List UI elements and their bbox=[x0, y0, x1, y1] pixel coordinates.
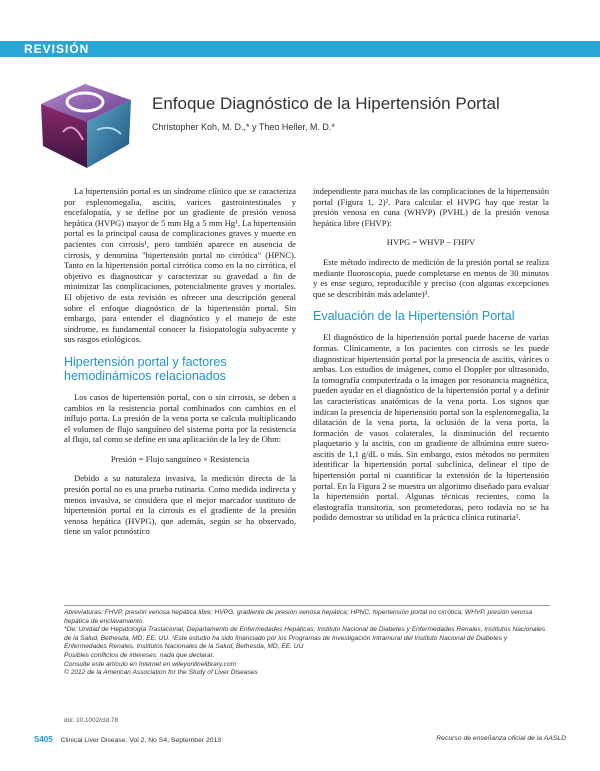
journal-citation: Clinical Liver Disease, Vol 2, No S4, September 2013 bbox=[60, 737, 222, 744]
paragraph: El diagnóstico de la hipertensión portal puede hacerse de varias formas. Clínicamente, a los pacientes con cirrosis se les puede diagnosticar hipertensión portal por la presencia de ascitis, várices o ambas. Los estudios de imágenes, como el Doppler por ultrasonido, la tomografía computerizada o la imagen por resonancia magnética, pueden ayudar en el diagnóstico de la hipertensión portal y a definir las características anatómicas de la vena porta. Los signos que indican la presencia de hipertensión portal son la esplenomegalia, la dilatación de la vena porta, la oclusión de la vena porta, la formación de vasos colaterales, la disminución del recuento plaquetario y la ascitis, con un gradiente de albúmina entre suero-ascitis de 1,1 g/dL o más. Sin embargo, estos métodos no permiten identificar la hipertensión portal subclínica, delinear el tipo de hipertensión portal ni cuantificar la extensión de la hipertensión portal. En la Figura 2 se muestra un algoritmo diseñado para evaluar la hipertensión portal. Algunas técnicas recientes, como la elastografía transitoria, son prometedoras, pero todavía no se ha podido demostrar su utilidad en la práctica clínica rutinaria¹. bbox=[313, 332, 549, 523]
section-bar bbox=[0, 41, 600, 57]
paragraph: Los casos de hipertensión portal, con o sin cirrosis, se deben a cambios en la resistencia portal combinados con cambios en el influjo porta. La presión de la vena porta se calcula multiplicando el volumen de flujo sanguíneo del sistema porta por la resistencia al flujo, tal como se define en una aplicación de la ley de Ohm: bbox=[64, 391, 296, 445]
doi: doi: 10.1002/cld.78 bbox=[64, 717, 119, 724]
journal-cube-logo bbox=[33, 80, 139, 170]
paragraph: La hipertensión portal es un síndrome clínico que se caracteriza por esplenomegalia, ascitis, varices gastrointestinales y encefalopatía, y se define por un gradiente de presión venosa hepática (HVPG) mayor de 5 mm Hg a 5 mm Hg¹. La hipertensión portal es la principal causa de complicaciones graves y muerte en pacientes con cirrosis¹, pero también aparece en ausencia de cirrosis, y denomina "hipertensión portal no cirrótica" (HPNC). Tanto en la hipertensión portal cirrótica como en la no cirrótica, el objetivo es diagnosticar y caracterizar su gravedad a fin de minimizar las complicaciones, potencialmente graves y mortales. El objetivo de esta revisión es ofrecer una descripción general sobre el enfoque diagnóstico de la hipertensión portal. Sin embargo, para entender el diagnóstico y el manejo de este síndrome, es fundamental conocer la fisiopatología subyacente y sus rasgos etiológicos. bbox=[64, 186, 296, 345]
footnote-abbreviations: Abreviaturas: FHVP, presión venosa hepática libre; HVPG, gradiente de presión venosa hepática; HPNC, hipertensión portal no cirrótica; WHVP, presión venosa hepática de enclavamiento. bbox=[64, 609, 533, 625]
right-column bbox=[313, 186, 549, 523]
section-heading: Hipertensión portal y factores hemodinámicos relacionados bbox=[64, 354, 227, 383]
page-footer bbox=[34, 735, 566, 744]
footnote-divider bbox=[64, 605, 550, 606]
authors: Christopher Koh, M. D.,* y Theo Heller, M. D.* bbox=[152, 122, 335, 132]
section-label: REVISIÓN bbox=[24, 42, 90, 56]
paragraph: independiente para muchas de las complicaciones de la hipertensión portal (Figura 1, 2)². Para calcular el HVPG hay que restar la presión venosa en cuna (WHVP) (PVHL) de la presión venosa hepática libre (FHVP): bbox=[313, 186, 549, 228]
left-column bbox=[64, 186, 296, 537]
page-number: S405 bbox=[34, 735, 53, 744]
footnote-copyright: © 2012 de la American Association for the Study of Liver Diseases bbox=[64, 669, 258, 677]
footnote-conflicts: Posibles conflictos de intereses: nada que declarar. bbox=[64, 651, 215, 659]
footnote-online: Consulte este artículo en Internet en wileyonlinelibrary.com bbox=[64, 660, 237, 668]
footer-note: Recurso de enseñanza oficial de la AASLD bbox=[436, 735, 566, 742]
paragraph: Este método indirecto de medición de la presión portal se realiza mediante fluoroscopia, puede completarse en menos de 30 minutos y es ense seguro, reproducible y preciso (con algunas excepciones que se describirán más adelante)³. bbox=[313, 256, 549, 299]
section-heading: Evaluación de la Hipertensión Portal bbox=[313, 309, 515, 324]
footnotes bbox=[64, 609, 550, 678]
formula: HVPG = WHVP − FHPV bbox=[386, 237, 476, 248]
paragraph: Debido a su naturaleza invasiva, la medición directa de la presión portal no es una prueba rutinaria. Como medida indirecta y menos invasiva, se considera que el mejor marcador sustituto de hipertensión portal en la cirrosis es el gradiente de la presión venosa hepática (HVPG), que además, según se ha observado, tiene un valor pronóstico bbox=[64, 473, 296, 537]
formula: Presión = Flujo sanguíneo × Resistencia bbox=[110, 453, 250, 464]
article-title: Enfoque Diagnóstico de la Hipertensión Portal bbox=[152, 94, 500, 113]
footnote-affiliation: *De: Unidad de Hepatología Traslacional, Departamento de Enfermedades Hepáticas, Instituto Nacional de Diabetes y Enfermedades Renales, Institutos Nacionales de la Salud, Bethesda, MD, EE. UU. ¹Este estudio ha sido financiado por los Programas de Investigación Intramural del Instituto Nacional de Diabetes y Enfermedades Renales, Institutos Nacionales de la Salud, Bethesda, MD, EE. UU bbox=[64, 626, 546, 651]
